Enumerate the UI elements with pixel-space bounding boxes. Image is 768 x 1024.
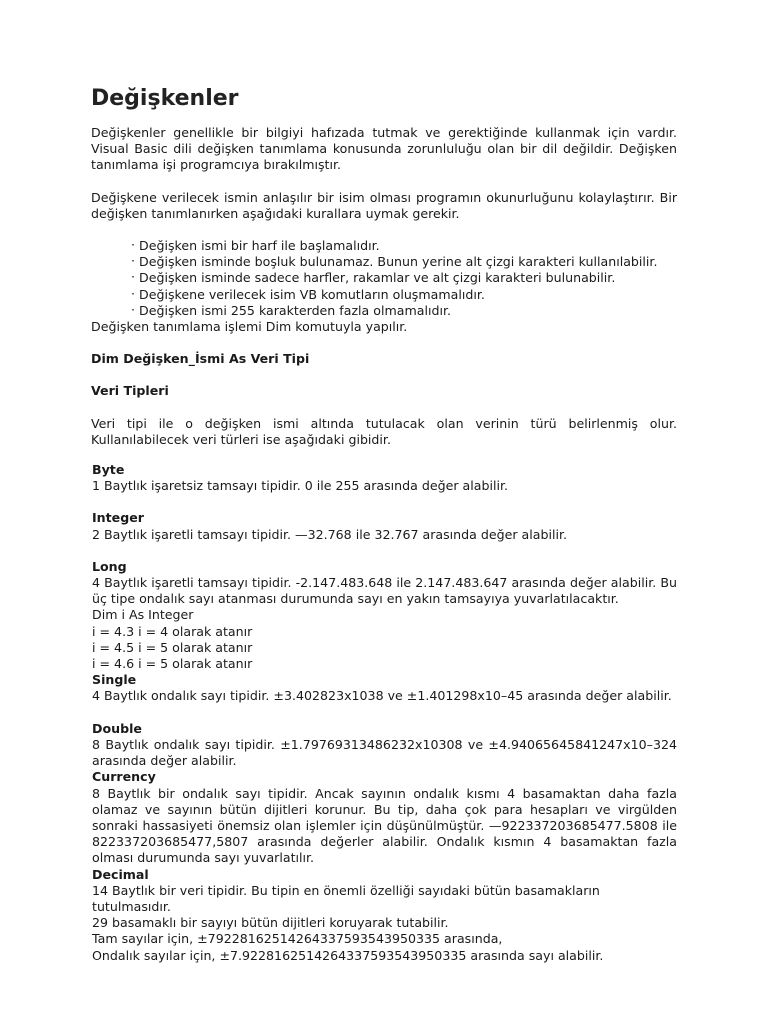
type-name: Decimal (92, 866, 149, 882)
type-currency (91, 769, 677, 866)
example-line: i = 4.3 i = 4 olarak atanır (92, 623, 253, 639)
types-heading: Veri Tipleri (91, 383, 169, 399)
document-page (91, 84, 677, 964)
page-title: Değişkenler (91, 86, 239, 111)
dim-note: Değişken tanımlama işlemi Dim komutuyla yapılır. (91, 319, 408, 335)
example-line: i = 4.5 i = 5 olarak atanır (92, 639, 253, 655)
list-item: · Değişken ismi bir harf ile başlamalıdır. (131, 238, 677, 254)
example-line: i = 4.6 i = 5 olarak atanır (92, 656, 253, 672)
type-description: 8 Baytlık ondalık sayı tipidir. ±1.79769313486232x10308 ve ±4.94065645841247x10–324 arasında değer alabilir. (92, 736, 677, 769)
type-description-line: 14 Baytlık bir veri tipidir. Bu tipin en önemli özelliği sayıdaki bütün basamakların tutulmasıdır. (92, 882, 600, 914)
type-description: 1 Baytlık işaretsiz tamsayı tipidir. 0 ile 255 arasında değer alabilir. (92, 478, 508, 494)
example-line: Dim i As Integer (92, 607, 194, 623)
type-name: Currency (92, 769, 156, 785)
intro-paragraph-2: Değişkene verilecek ismin anlaşılır bir isim olması programın okunurluğunu kolaylaştırır. Bir değişken tanımlanırken aşağıdaki kurallara uymak gerekir. (91, 189, 677, 221)
intro-paragraph-1: Değişkenler genellikle bir bilgiyi hafızada tutmak ve gerektiğinde kullanmak için vardır. Visual Basic dili değişken tanımlama konusunda zorunluluğu olan bir dil değildir. Değişken tanımlama işi programcıya bırakılmıştır. (91, 125, 677, 173)
type-description: 2 Baytlık işaretli tamsayı tipidir. —32.768 ile 32.767 arasında değer alabilir. (92, 526, 567, 542)
dim-syntax: Dim Değişken_İsmi As Veri Tipi (91, 351, 310, 367)
type-single (91, 672, 677, 704)
type-name: Integer (92, 510, 144, 526)
list-item: · Değişken ismi 255 karakterden fazla olmamalıdır. (131, 303, 677, 319)
type-description: 4 Baytlık işaretli tamsayı tipidir. -2.147.483.648 ile 2.147.483.647 arasında değer alabilir. Bu üç tipe ondalık sayı atanması durumunda sayı en yakın tamsayıya yuvarlatılacaktır. (92, 575, 677, 607)
type-description: 4 Baytlık ondalık sayı tipidir. ±3.402823x1038 ve ±1.401298x10–45 arasında değer alabilir. (92, 688, 672, 704)
type-name: Long (92, 558, 127, 574)
type-name: Byte (92, 462, 125, 478)
type-description-line: Ondalık sayılar için, ±7.9228162514264337593543950335 arasında sayı alabilir. (92, 947, 604, 963)
type-description-line: Tam sayılar için, ±79228162514264337593543950335 arasında, (92, 931, 503, 947)
type-integer (91, 510, 677, 542)
type-description: 8 Baytlık bir ondalık sayı tipidir. Ancak sayının ondalık kısmı 4 basamaktan daha fazla olamaz ve sayının bütün dijitleri korunur. Bu tip, daha çok para hesapları ve virgülden sonraki hassasiyeti önemsiz olan işlemler için düşünülmüştür. —922337203685477.5808 ile 822337203685477,5807 arasında değerler alabilir. Ondalık kısmın 4 basamaktan fazla olması durumunda sayı yuvarlatılır. (92, 785, 677, 866)
type-name: Double (92, 720, 142, 736)
type-description-line: 29 basamaklı bir sayıyı bütün dijitleri koruyarak tutabilir. (92, 915, 449, 931)
type-name: Single (92, 672, 137, 688)
list-item: · Değişken isminde boşluk bulunamaz. Bunun yerine alt çizgi karakteri kullanılabilir. (131, 254, 677, 270)
naming-rules-list (91, 238, 677, 319)
type-byte (91, 462, 677, 494)
types-intro: Veri tipi ile o değişken ismi altında tutulacak olan verinin türü belirlenmiş olur. Kullanılabilecek veri türleri ise aşağıdaki gibidir. (91, 415, 677, 447)
type-long (91, 559, 677, 672)
list-item: · Değişken isminde sadece harfler, rakamlar ve alt çizgi karakteri bulunabilir. (131, 270, 677, 286)
type-decimal (91, 867, 677, 964)
type-double (91, 721, 677, 770)
list-item: · Değişkene verilecek isim VB komutların oluşmamalıdır. (131, 287, 677, 303)
